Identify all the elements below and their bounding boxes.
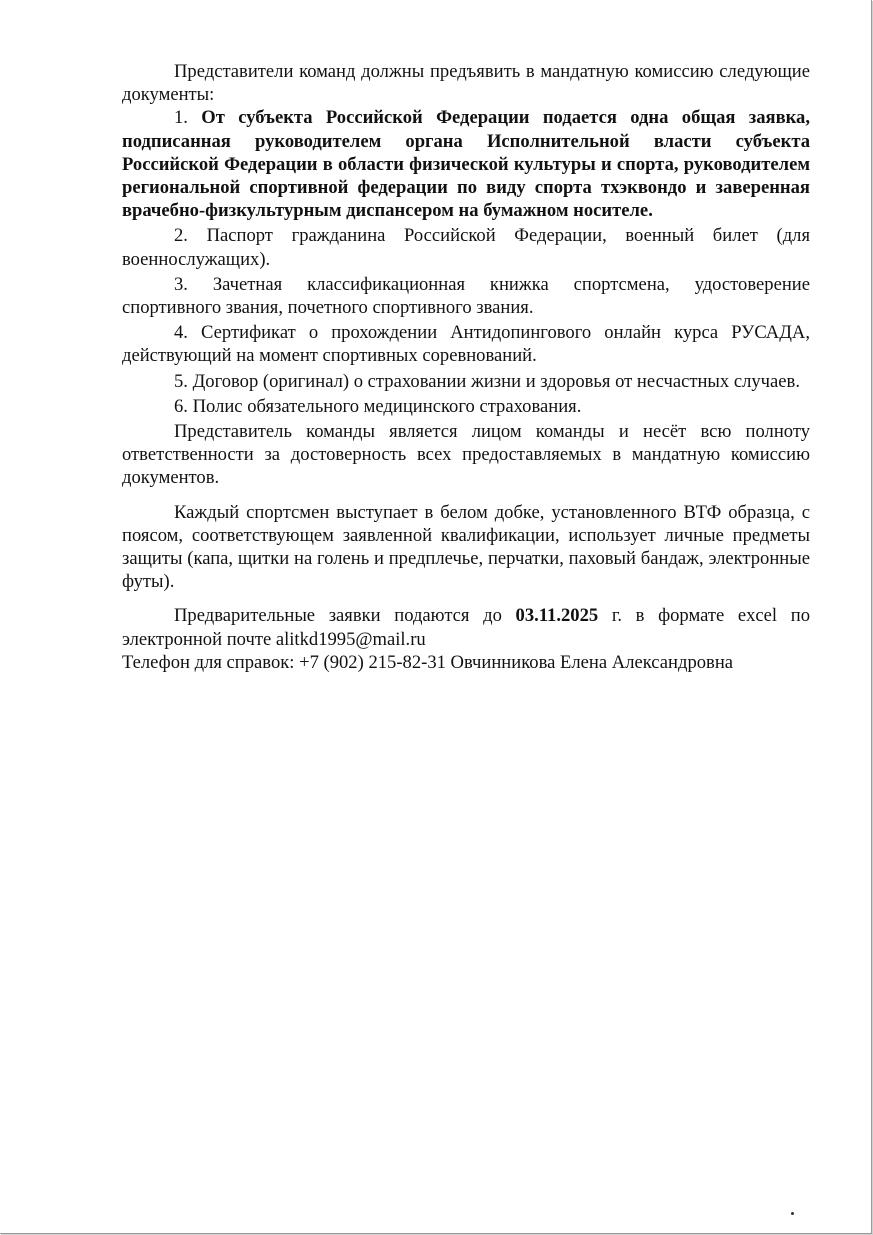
document-body bbox=[122, 60, 810, 674]
intro-paragraph: Представители команд должны предъявить в мандатную комиссию следующие документы: bbox=[122, 61, 810, 106]
deadline-text-before: Предварительные заявки подаются до bbox=[174, 605, 516, 627]
scan-speck bbox=[791, 1212, 794, 1215]
phone-line: Телефон для справок: +7 (902) 215-82-31 Овчинникова Елена Александровна bbox=[122, 651, 734, 673]
deadline-text-after: г. в формате excel по электронной почте alitkd1995@mail.ru bbox=[122, 605, 810, 650]
list-item-6: 6. Полис обязательного медицинского страхования. bbox=[174, 395, 582, 417]
list-item-4: 4. Сертификат о прохождении Антидопингового онлайн курса РУСАДА, действующий на момент спортивных соревнований. bbox=[122, 322, 810, 367]
equipment-paragraph: Каждый спортсмен выступает в белом добке, установленного ВТФ образца, с поясом, соответствующем заявленной квалификации, использует личные предметы защиты (капа, щитки на голень и предплечье, перчатки, паховый бандаж, электронные футы). bbox=[122, 501, 810, 593]
deadline-date: 03.11.2025 bbox=[515, 605, 599, 627]
list-item-2: 2. Паспорт гражданина Российской Федерации, военный билет (для военнослужащих). bbox=[122, 225, 810, 270]
list-item-5: 5. Договор (оригинал) о страховании жизни и здоровья от несчастных случаев. bbox=[174, 370, 800, 392]
list-item-1 bbox=[122, 106, 810, 222]
list-item-1-number: 1. bbox=[174, 107, 202, 129]
deadline-paragraph bbox=[122, 604, 810, 650]
list-item-3: 3. Зачетная классификационная книжка спортсмена, удостоверение спортивного звания, почетного спортивного звания. bbox=[122, 273, 810, 319]
responsibility-paragraph: Представитель команды является лицом команды и несёт всю полноту ответственности за достоверность всех предоставляемых в мандатную комиссию документов. bbox=[122, 421, 810, 489]
list-item-1-text: От субъекта Российской Федерации подается одна общая заявка, подписанная руководителем органа Исполнительной власти субъекта Российской Федерации в области физической культуры и спорта, руководителем региональной спортивной федерации по виду спорта тхэквондо и заверенная врачебно-физкультурным диспансером на бумажном носителе. bbox=[122, 107, 811, 222]
